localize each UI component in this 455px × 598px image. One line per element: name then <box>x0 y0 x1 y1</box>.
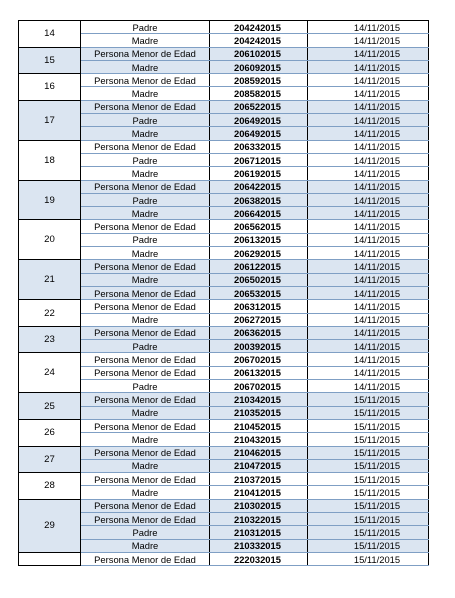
table-row <box>19 153 429 166</box>
date-cell: 14/11/2015 <box>308 167 429 180</box>
table-row <box>19 140 429 153</box>
date-cell: 15/11/2015 <box>308 406 429 419</box>
role-cell: Padre <box>81 380 210 393</box>
table-row <box>19 433 429 446</box>
group-number-cell: 23 <box>19 326 81 353</box>
date-cell: 14/11/2015 <box>308 114 429 127</box>
role-cell: Persona Menor de Edad <box>81 366 210 379</box>
date-cell: 15/11/2015 <box>308 486 429 499</box>
role-cell: Padre <box>81 526 210 539</box>
code-cell: 210322015 <box>210 512 308 525</box>
date-cell: 14/11/2015 <box>308 247 429 260</box>
date-cell: 14/11/2015 <box>308 60 429 73</box>
code-cell: 206122015 <box>210 260 308 273</box>
role-cell: Madre <box>81 247 210 260</box>
role-cell: Persona Menor de Edad <box>81 446 210 459</box>
role-cell: Madre <box>81 60 210 73</box>
date-cell: 15/11/2015 <box>308 526 429 539</box>
role-cell: Persona Menor de Edad <box>81 74 210 87</box>
role-cell: Madre <box>81 486 210 499</box>
date-cell: 14/11/2015 <box>308 366 429 379</box>
date-cell: 14/11/2015 <box>308 127 429 140</box>
role-cell: Padre <box>81 233 210 246</box>
table-row <box>19 459 429 472</box>
code-cell: 206422015 <box>210 180 308 193</box>
table-row <box>19 167 429 180</box>
group-number-cell: 25 <box>19 393 81 420</box>
role-cell: Persona Menor de Edad <box>81 100 210 113</box>
date-cell: 15/11/2015 <box>308 446 429 459</box>
group-number-cell: 24 <box>19 353 81 393</box>
group-number-cell: 27 <box>19 446 81 473</box>
group-number-cell: 15 <box>19 47 81 74</box>
group-number-cell: 26 <box>19 419 81 446</box>
code-cell: 206712015 <box>210 153 308 166</box>
code-cell: 206092015 <box>210 60 308 73</box>
date-cell: 15/11/2015 <box>308 433 429 446</box>
table-row <box>19 286 429 299</box>
role-cell: Persona Menor de Edad <box>81 286 210 299</box>
table-row <box>19 393 429 406</box>
code-cell: 206292015 <box>210 247 308 260</box>
code-cell: 206702015 <box>210 380 308 393</box>
code-cell: 208582015 <box>210 87 308 100</box>
date-cell: 14/11/2015 <box>308 260 429 273</box>
table-row <box>19 512 429 525</box>
group-number-cell: 14 <box>19 21 81 48</box>
code-cell: 206312015 <box>210 300 308 313</box>
code-cell: 206362015 <box>210 326 308 339</box>
code-cell: 208592015 <box>210 74 308 87</box>
role-cell: Madre <box>81 433 210 446</box>
code-cell: 210342015 <box>210 393 308 406</box>
spreadsheet-page <box>18 20 428 566</box>
role-cell: Persona Menor de Edad <box>81 419 210 432</box>
date-cell: 14/11/2015 <box>308 47 429 60</box>
date-cell: 15/11/2015 <box>308 419 429 432</box>
role-cell: Padre <box>81 340 210 353</box>
role-cell: Madre <box>81 34 210 47</box>
code-cell: 210312015 <box>210 526 308 539</box>
code-cell: 206492015 <box>210 114 308 127</box>
table-row <box>19 260 429 273</box>
table-row <box>19 366 429 379</box>
code-cell: 206522015 <box>210 100 308 113</box>
code-cell: 204242015 <box>210 21 308 34</box>
table-row <box>19 353 429 366</box>
date-cell: 15/11/2015 <box>308 512 429 525</box>
role-cell: Madre <box>81 313 210 326</box>
table-row <box>19 180 429 193</box>
group-number-cell: 28 <box>19 473 81 500</box>
group-number-cell: 17 <box>19 100 81 140</box>
date-cell: 14/11/2015 <box>308 220 429 233</box>
date-cell: 14/11/2015 <box>308 153 429 166</box>
date-cell: 14/11/2015 <box>308 140 429 153</box>
role-cell: Persona Menor de Edad <box>81 260 210 273</box>
role-cell: Madre <box>81 127 210 140</box>
code-cell: 206332015 <box>210 140 308 153</box>
role-cell: Persona Menor de Edad <box>81 326 210 339</box>
date-cell: 14/11/2015 <box>308 180 429 193</box>
role-cell: Padre <box>81 153 210 166</box>
date-cell: 15/11/2015 <box>308 539 429 552</box>
role-cell: Padre <box>81 21 210 34</box>
code-cell: 206562015 <box>210 220 308 233</box>
table-row <box>19 473 429 486</box>
group-number-cell: 18 <box>19 140 81 180</box>
date-cell: 15/11/2015 <box>308 473 429 486</box>
date-cell: 14/11/2015 <box>308 286 429 299</box>
code-cell: 210432015 <box>210 433 308 446</box>
role-cell: Persona Menor de Edad <box>81 552 210 565</box>
date-cell: 14/11/2015 <box>308 353 429 366</box>
code-cell: 200392015 <box>210 340 308 353</box>
role-cell: Persona Menor de Edad <box>81 499 210 512</box>
group-number-cell: 16 <box>19 74 81 101</box>
role-cell: Madre <box>81 167 210 180</box>
date-cell: 14/11/2015 <box>308 207 429 220</box>
table-row <box>19 220 429 233</box>
date-cell: 14/11/2015 <box>308 87 429 100</box>
table-row <box>19 326 429 339</box>
date-cell: 15/11/2015 <box>308 552 429 565</box>
table-row <box>19 34 429 47</box>
table-row <box>19 100 429 113</box>
table-row <box>19 380 429 393</box>
role-cell: Madre <box>81 459 210 472</box>
code-cell: 206532015 <box>210 286 308 299</box>
date-cell: 14/11/2015 <box>308 380 429 393</box>
code-cell: 204242015 <box>210 34 308 47</box>
code-cell: 206502015 <box>210 273 308 286</box>
table-row <box>19 273 429 286</box>
role-cell: Persona Menor de Edad <box>81 353 210 366</box>
code-cell: 206102015 <box>210 47 308 60</box>
role-cell: Madre <box>81 207 210 220</box>
table-row <box>19 340 429 353</box>
group-number-cell <box>19 552 81 565</box>
table-row <box>19 21 429 34</box>
table-row <box>19 193 429 206</box>
table-row <box>19 446 429 459</box>
date-cell: 15/11/2015 <box>308 459 429 472</box>
code-cell: 206492015 <box>210 127 308 140</box>
date-cell: 14/11/2015 <box>308 100 429 113</box>
code-cell: 210332015 <box>210 539 308 552</box>
group-number-cell: 20 <box>19 220 81 260</box>
table-row <box>19 406 429 419</box>
code-cell: 210472015 <box>210 459 308 472</box>
date-cell: 14/11/2015 <box>308 34 429 47</box>
date-cell: 14/11/2015 <box>308 340 429 353</box>
code-cell: 206382015 <box>210 193 308 206</box>
role-cell: Padre <box>81 114 210 127</box>
table-row <box>19 552 429 565</box>
date-cell: 15/11/2015 <box>308 499 429 512</box>
role-cell: Madre <box>81 406 210 419</box>
table-row <box>19 499 429 512</box>
date-cell: 14/11/2015 <box>308 233 429 246</box>
table-row <box>19 486 429 499</box>
code-cell: 206192015 <box>210 167 308 180</box>
date-cell: 14/11/2015 <box>308 193 429 206</box>
group-number-cell: 29 <box>19 499 81 552</box>
date-cell: 14/11/2015 <box>308 21 429 34</box>
date-cell: 14/11/2015 <box>308 273 429 286</box>
role-cell: Persona Menor de Edad <box>81 47 210 60</box>
role-cell: Madre <box>81 539 210 552</box>
code-cell: 222032015 <box>210 552 308 565</box>
date-cell: 14/11/2015 <box>308 313 429 326</box>
code-cell: 210412015 <box>210 486 308 499</box>
date-cell: 14/11/2015 <box>308 74 429 87</box>
role-cell: Persona Menor de Edad <box>81 300 210 313</box>
role-cell: Persona Menor de Edad <box>81 180 210 193</box>
role-cell: Padre <box>81 193 210 206</box>
table-row <box>19 60 429 73</box>
role-cell: Madre <box>81 87 210 100</box>
table-row <box>19 419 429 432</box>
code-cell: 206702015 <box>210 353 308 366</box>
group-number-cell: 19 <box>19 180 81 220</box>
table-row <box>19 313 429 326</box>
code-cell: 206642015 <box>210 207 308 220</box>
role-cell: Persona Menor de Edad <box>81 220 210 233</box>
table-row <box>19 247 429 260</box>
table-row <box>19 300 429 313</box>
code-cell: 206132015 <box>210 233 308 246</box>
code-cell: 210372015 <box>210 473 308 486</box>
table-row <box>19 127 429 140</box>
table-row <box>19 114 429 127</box>
group-number-cell: 21 <box>19 260 81 300</box>
code-cell: 206272015 <box>210 313 308 326</box>
role-cell: Persona Menor de Edad <box>81 512 210 525</box>
table-row <box>19 539 429 552</box>
table-row <box>19 207 429 220</box>
table-row <box>19 233 429 246</box>
date-cell: 14/11/2015 <box>308 300 429 313</box>
table-row <box>19 74 429 87</box>
role-cell: Persona Menor de Edad <box>81 140 210 153</box>
code-cell: 210462015 <box>210 446 308 459</box>
role-cell: Persona Menor de Edad <box>81 393 210 406</box>
role-cell: Persona Menor de Edad <box>81 473 210 486</box>
code-cell: 206132015 <box>210 366 308 379</box>
date-cell: 14/11/2015 <box>308 326 429 339</box>
table-body <box>19 21 429 566</box>
group-number-cell: 22 <box>19 300 81 327</box>
code-cell: 210302015 <box>210 499 308 512</box>
table-row <box>19 87 429 100</box>
code-cell: 210452015 <box>210 419 308 432</box>
code-cell: 210352015 <box>210 406 308 419</box>
table-row <box>19 526 429 539</box>
table-row <box>19 47 429 60</box>
role-cell: Madre <box>81 273 210 286</box>
registry-table <box>18 20 429 566</box>
date-cell: 15/11/2015 <box>308 393 429 406</box>
